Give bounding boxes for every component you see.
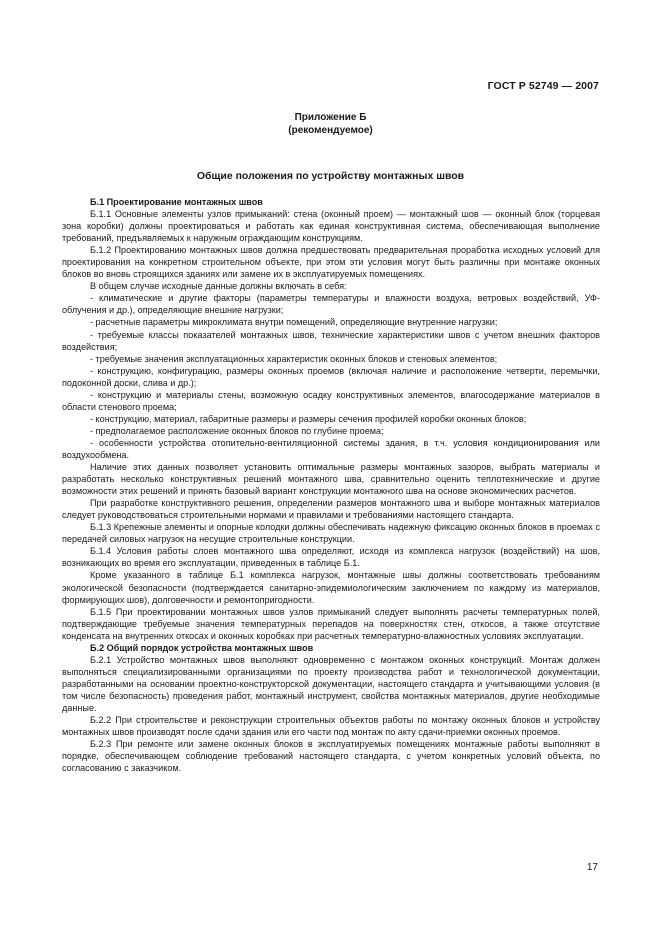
appendix-heading: [0, 111, 661, 137]
list-item: - требуемые классы показателей монтажных швов, технические характеристики швов с учетом внешних факторов воздействия;: [62, 329, 600, 352]
paragraph: Б.2.3 При ремонте или замене оконных блоков в эксплуатируемых помещениях монтажные работы выполняют в порядке, обеспечивающем соблюдение требований настоящего стандарта, с учетом конкретных условий объекта, по согласованию с заказчиком.: [62, 739, 600, 774]
list-item: - конструкцию, конфигурацию, размеры оконных проемов (включая наличие и расположение четверти, перемычки, подоконной доски, слива и др.);: [62, 365, 600, 388]
paragraph: Б.1.1 Основные элементы узлов примыканий: стена (оконный проем) — монтажный шов — оконный блок (торцевая зона коробки) должны проектироваться и работать как единая конструктивная система, обеспечивающая выполнение требований, предъявляемых к наружным ограждающим конструкциям.: [62, 209, 600, 244]
paragraph: Наличие этих данных позволяет установить оптимальные размеры монтажных зазоров, выбрать материалы и разработать несколько конструктивных решений монтажного шва, сравнительно оценить теплотехнические и другие возможности этих решений и принять базовый вариант конструкции монтажного шва на основе экономических расчетов.: [62, 462, 600, 497]
standard-code: ГОСТ Р 52749 — 2007: [487, 80, 599, 92]
paragraph: Кроме указанного в таблице Б.1 комплекса нагрузок, монтажные швы должны соответствовать требованиям экологической безопасности (подтверждается санитарно-эпидемиологическим заключением по каждому из материалов, формирующих шов), долговечности и ремонтопригодности.: [62, 570, 600, 605]
page-number: 17: [586, 862, 598, 873]
list-item: - предполагаемое расположение оконных блоков по глубине проема;: [90, 425, 384, 436]
list-item: - климатические и другие факторы (параметры температуры и влажности воздуха, ветровых воздействий, УФ-облучения и др.), определяющие внешние нагрузки;: [62, 293, 600, 316]
paragraph: Б.1.2 Проектированию монтажных швов должна предшествовать предварительная проработка исходных условий для проектирования на конкретном строительном объекте, при этом эти условия могут быть различны при монтаже оконных блоков во вновь строящихся зданиях или замене их в эксплуатируемых помещениях.: [62, 245, 600, 280]
section-heading: Б.2 Общий порядок устройства монтажных швов: [90, 642, 314, 653]
paragraph: Б.2.2 При строительстве и реконструкции строительных объектов работы по монтажу оконных блоков и устройству монтажных швов производят после сдачи здания или его части под монтаж по акту сдачи-приемки оконных проемов.: [62, 715, 600, 738]
list-item: - особенности устройства отопительно-вентиляционной системы здания, в т.ч. условия кондиционирования или воздухообмена.: [62, 437, 600, 460]
list-item: - требуемые значения эксплуатационных характеристик оконных блоков и стеновых элементов;: [90, 353, 498, 364]
section-heading: Б.1 Проектирование монтажных швов: [90, 197, 263, 207]
body-text: [62, 196, 600, 774]
paragraph: Б.1.5 При проектировании монтажных швов узлов примыканий следует выполнять расчеты температурных полей, подтверждающие требуемые значения температурных перепадов на поверхностях стен, откосов, а также отсутствие конденсата на внутренних откосах и оконных коробках при расчетных температурно-влажностных условиях эксплуатации.: [62, 606, 600, 641]
page-title: Общие положения по устройству монтажных швов: [196, 170, 465, 182]
paragraph: При разработке конструктивного решения, определении размеров монтажного шва и выборе монтажных материалов следует руководствоваться строительными нормами и правилами и требованиями настоящего стандарта.: [62, 498, 600, 521]
list-item: - конструкцию, материал, габаритные размеры и размеры сечения профилей коробки оконных блоков;: [90, 413, 527, 424]
paragraph: В общем случае исходные данные должны включать в себя:: [90, 281, 347, 292]
list-item: - конструкцию и материалы стены, возможную осадку конструктивных элементов, влагосодержание материалов в области стенового проема;: [62, 389, 600, 412]
paragraph: Б.1.3 Крепежные элементы и опорные колодки должны обеспечивать надежную фиксацию оконных блоков в проемах с передачей силовых нагрузок на несущие строительные конструкции.: [62, 522, 600, 545]
appendix-status: (рекомендуемое): [288, 125, 373, 136]
list-item: - расчетные параметры микроклимата внутри помещений, определяющие внутренние нагрузки;: [90, 317, 498, 328]
paragraph: Б.1.4 Условия работы слоев монтажного шва определяют, исходя из комплекса нагрузок (воздействий) на шов, возникающих во время его эксплуатации, приведенных в таблице Б.1.: [62, 546, 600, 569]
appendix-title: Приложение Б: [294, 112, 367, 123]
paragraph: Б.2.1 Устройство монтажных швов выполняют одновременно с монтажом оконных конструкций. Монтаж должен выполняться специализированными организациями по проекту производства работ и технологической документации, разработанными на основании проектно-конструкторской документации, настоящего стандарта и учитывающими условия (в том числе безопасность) проведения работ, монтажный инструмент, свойства монтажных материалов, другие необходимые данные.: [62, 654, 600, 713]
